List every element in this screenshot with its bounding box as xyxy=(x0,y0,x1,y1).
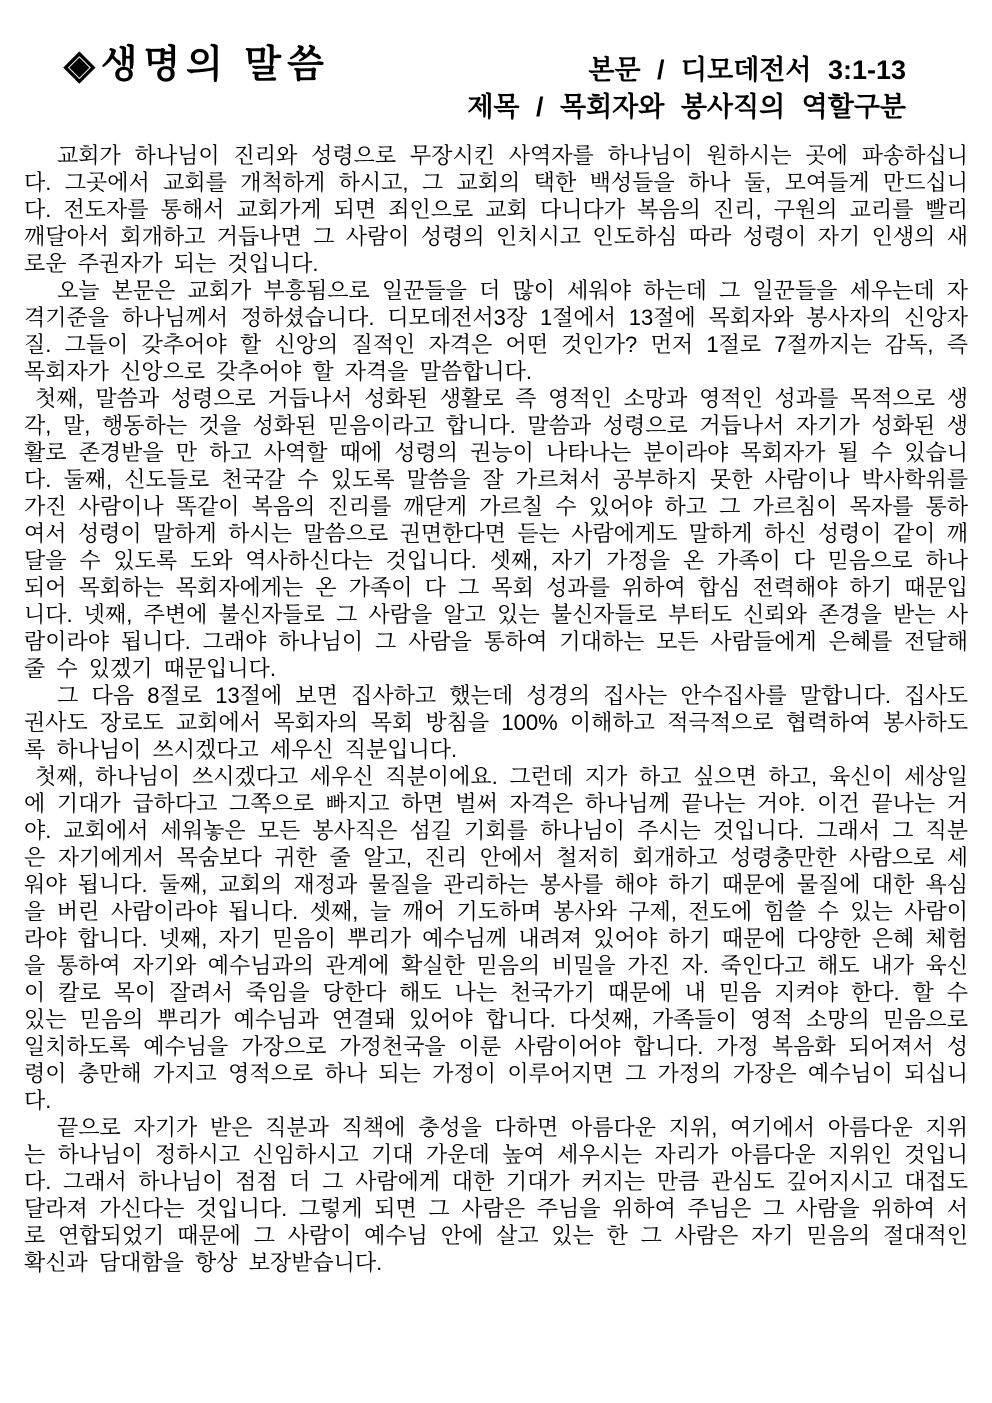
document-title-text: 생명의 말씀 xyxy=(100,44,330,86)
document-title xyxy=(64,42,330,88)
reference-block xyxy=(467,52,906,126)
scripture-reference-line: 본문 / 디모데전서 3:1-13 xyxy=(588,55,906,85)
body-paragraph: 교회가 하나님이 진리와 성령으로 무장시킨 사역자를 하나님이 원하시는 곳에 파송하십니다. 그곳에서 교회를 개척하게 하시고, 그 교회의 택한 백성들을 하나 둘, 모여들게 만드십니다. 전도자를 통해서 교회가게 되면 죄인으로 교회 다니다가 복음의 진리, 구원의 교리를 빨리 깨달아서 회개하고 거듭나면 그 사람이 성령의 인치시고 인도하심 따라 성령이 자기 인생의 새로운 주권자가 되는 것입니다. xyxy=(24,143,968,276)
body-paragraph: 첫째, 하나님이 쓰시겠다고 세우신 직분이에요. 그런데 지가 하고 싶으면 하고, 육신이 세상일에 기대가 급하다고 그쪽으로 빠지고 하면 벌써 자격은 하나님께 끝나는 거야. 이건 끝나는 거야. 교회에서 세워놓은 모든 봉사직은 섬길 기회를 하나님이 주시는 것입니다. 그래서 그 직분은 자기에게서 목숨보다 귀한 줄 알고, 진리 안에서 철저히 회개하고 성령충만한 사람으로 세워야 됩니다. 둘째, 교회의 재정과 물질을 관리하는 봉사를 해야 하기 때문에 물질에 대한 욕심을 버린 사람이라야 됩니다. 셋째, 늘 깨어 기도하며 봉사와 구제, 전도에 힘쓸 수 있는 사람이라야 합니다. 넷째, 자기 믿음이 뿌리가 예수님께 내려져 있어야 하기 때문에 다양한 은혜 체험을 통하여 자기와 예수님과의 관계에 확실한 믿음의 비밀을 가진 자. 죽인다고 해도 내가 육신이 칼로 목이 잘려서 죽임을 당한다 해도 나는 천국가기 때문에 내 믿음 지켜야 한다. 할 수 있는 믿음의 뿌리가 예수님과 연결돼 있어야 합니다. 다섯째, 가족들이 영적 소망의 믿음으로 일치하도록 예수님을 가장으로 가정천국을 이룬 사람이어야 합니다. 가정 복음화 되어져서 성령이 충만해 가지고 영적으로 하나 되는 가정이 이루어지면 그 가정의 가장은 예수님이 되십니다. xyxy=(24,764,968,1113)
body-paragraph: 끝으로 자기가 받은 직분과 직책에 충성을 다하면 아름다운 지위, 여기에서 아름다운 지위는 하나님이 정하시고 신임하시고 기대 가운데 높여 세우시는 자리가 아름다운 지위인 것입니다. 그래서 하나님이 점점 더 그 사람에게 대한 기대가 커지는 만큼 관심도 깊어지시고 대접도 달라져 가신다는 것입니다. 그렇게 되면 그 사람은 주님을 위하여 주님은 그 사람을 위하여 서로 연합되었기 때문에 그 사람이 예수님 안에 살고 있는 한 그 사람은 자기 믿음의 절대적인 확신과 담대함을 항상 보장받습니다. xyxy=(24,1115,968,1275)
body-paragraph: 그 다음 8절로 13절에 보면 집사하고 했는데 성경의 집사는 안수집사를 말합니다. 집사도 권사도 장로도 교회에서 목회자의 목회 방침을 100% 이해하고 적극적으로 협력하여 봉사하도록 하나님이 쓰시겠다고 세우신 직분입니다. xyxy=(24,683,968,762)
sermon-subject-line: 제목 / 목회자와 봉사직의 역할구분 xyxy=(467,92,906,122)
body-paragraph: 첫째, 말씀과 성령으로 거듭나서 성화된 생활로 즉 영적인 소망과 영적인 성과를 목적으로 생각, 말, 행동하는 것을 성화된 믿음이라고 합니다. 말씀과 성령으로 거듭나서 자기가 성화된 생활로 존경받을 만 하고 사역할 때에 성령의 권능이 나타나는 분이라야 목회자가 될 수 있습니다. 둘째, 신도들로 천국갈 수 있도록 말씀을 잘 가르쳐서 공부하지 못한 사람이나 박사학위를 가진 사람이나 똑같이 복음의 진리를 깨닫게 가르칠 수 있어야 하고 그 가르침이 목자를 통하여서 성령이 말하게 하시는 말씀으로 권면한다면 듣는 사람에게도 말하게 하신 성령이 같이 깨달을 수 있도록 도와 역사하신다는 것입니다. 셋째, 자기 가정을 온 가족이 다 믿음으로 하나 되어 목회하는 목회자에게는 온 가족이 다 그 목회 성과를 위하여 합심 전력해야 하기 때문입니다. 넷째, 주변에 불신자들로 그 사람을 알고 있는 불신자들로 부터도 신뢰와 존경을 받는 사람이라야 됩니다. 그래야 하나님이 그 사람을 통하여 기대하는 모든 사람들에게 은혜를 전달해 줄 수 있겠기 때문입니다. xyxy=(24,386,968,681)
body-paragraph: 오늘 본문은 교회가 부흥됨으로 일꾼들을 더 많이 세워야 하는데 그 일꾼들을 세우는데 자격기준을 하나님께서 정하셨습니다. 디모데전서3장 1절에서 13절에 목회자와 봉사자의 신앙자질. 그들이 갖추어야 할 신앙의 질적인 자격은 어떤 것인가? 먼저 1절로 7절까지는 감독, 즉 목회자가 신앙으로 갖추어야 할 자격을 말씀합니다. xyxy=(24,278,968,384)
diamond-icon: ◈ xyxy=(64,42,95,87)
sermon-body xyxy=(24,142,968,1276)
